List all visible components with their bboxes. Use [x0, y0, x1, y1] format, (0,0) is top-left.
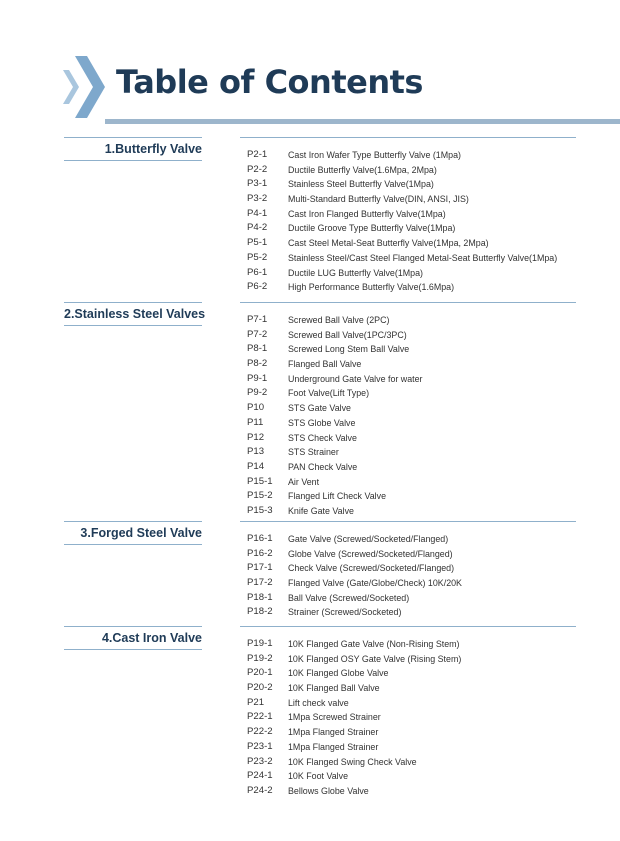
- page-code: P6-1: [247, 266, 268, 278]
- item-description: 10K Flanged Swing Check Valve: [288, 756, 417, 767]
- page-code: P6-2: [247, 281, 268, 293]
- list-item: [240, 605, 576, 620]
- page-code: P19-1: [247, 638, 273, 649]
- item-description: STS Globe Valve: [288, 417, 356, 428]
- section-title: 2.Stainless Steel Valves: [64, 307, 206, 321]
- page-code: P2-2: [247, 163, 268, 175]
- item-description: Knife Gate Valve: [288, 505, 354, 516]
- page-code: P3-1: [247, 178, 268, 190]
- list-item: [240, 652, 576, 667]
- section-title: 4.Cast Iron Valve: [101, 631, 202, 645]
- list-item: [240, 236, 576, 251]
- section-heading: [64, 626, 202, 650]
- list-item: [240, 504, 576, 519]
- page-code: P15-3: [247, 504, 273, 516]
- item-description: Globe Valve (Screwed/Socketed/Flanged): [288, 548, 453, 559]
- list-item: [240, 163, 576, 178]
- page-code: P4-1: [247, 207, 268, 219]
- page-code: P23-2: [247, 755, 273, 767]
- item-description: Check Valve (Screwed/Socketed/Flanged): [288, 563, 455, 574]
- list-rule: [240, 521, 576, 522]
- list-item: [240, 416, 576, 431]
- item-description: Multi-Standard Butterfly Valve(DIN, ANSI, JIS): [288, 194, 469, 205]
- item-description: 10K Foot Valve: [288, 771, 349, 782]
- list-item: [240, 386, 576, 401]
- page-code: P11: [247, 416, 264, 428]
- item-description: Screwed Ball Valve (2PC): [288, 315, 390, 325]
- item-description: 1Mpa Flanged Strainer: [288, 741, 379, 752]
- page-code: P12: [247, 431, 265, 443]
- list-item: [240, 328, 576, 343]
- section-heading: [64, 521, 202, 545]
- item-description: 10K Flanged OSY Gate Valve (Rising Stem): [288, 653, 462, 664]
- page-code: P15-1: [247, 475, 273, 487]
- list-item: [240, 207, 576, 222]
- item-description: Screwed Long Stem Ball Valve: [288, 344, 410, 355]
- list-item: [240, 576, 576, 591]
- item-description: Cast Iron Wafer Type Butterfly Valve (1Mpa): [288, 150, 461, 160]
- page-code: P19-2: [247, 652, 273, 664]
- page-code: P21: [247, 696, 265, 708]
- page-code: P9-2: [247, 387, 268, 399]
- item-description: Foot Valve(Lift Type): [288, 388, 370, 399]
- list-item: [240, 696, 576, 711]
- item-description: STS Gate Valve: [288, 403, 351, 414]
- chevron-right-icon: [63, 56, 107, 118]
- page-code: P18-2: [247, 606, 273, 618]
- section-item-list: [240, 521, 576, 620]
- page-code: P7-2: [247, 328, 268, 340]
- page-code: P15-2: [247, 490, 273, 502]
- list-item: [240, 755, 576, 770]
- item-description: 1Mpa Screwed Strainer: [288, 712, 381, 723]
- item-description: 1Mpa Flanged Strainer: [288, 727, 379, 738]
- section-item-list: [240, 302, 576, 519]
- list-item: [240, 221, 576, 236]
- page-code: P14: [247, 460, 265, 472]
- page-code: P4-2: [247, 222, 268, 234]
- item-description: Ductile Butterfly Valve(1.6Mpa, 2Mpa): [288, 164, 437, 175]
- list-item: [240, 148, 576, 163]
- list-rule: [240, 626, 576, 627]
- section-item-list: [240, 137, 576, 295]
- item-description: Gate Valve (Screwed/Socketed/Flanged): [288, 534, 449, 544]
- page-code: P17-1: [247, 562, 273, 574]
- item-description: 10K Flanged Ball Valve: [288, 683, 380, 694]
- page-code: P13: [247, 446, 265, 458]
- item-description: 10K Flanged Globe Valve: [288, 668, 389, 679]
- item-description: Lift check valve: [288, 697, 349, 708]
- section-heading-rule: [64, 649, 202, 650]
- list-item: [240, 489, 576, 504]
- item-description: Cast Iron Flanged Butterfly Valve(1Mpa): [288, 208, 446, 219]
- page-code: P2-1: [247, 149, 268, 160]
- item-description: Stainless Steel/Cast Steel Flanged Metal-Seat Butterfly Valve(1Mpa): [288, 252, 558, 263]
- item-description: Ball Valve (Screwed/Socketed): [288, 592, 410, 603]
- list-item: [240, 681, 576, 696]
- section-title: 1.Butterfly Valve: [104, 142, 202, 156]
- page-code: P20-2: [247, 682, 273, 694]
- list-item: [240, 666, 576, 681]
- list-item: [240, 769, 576, 784]
- item-description: Ductile Groove Type Butterfly Valve(1Mpa): [288, 223, 456, 234]
- list-rule: [240, 302, 576, 303]
- list-item: [240, 192, 576, 207]
- list-item: [240, 342, 576, 357]
- list-item: [240, 431, 576, 446]
- list-item: [240, 251, 576, 266]
- list-item: [240, 740, 576, 755]
- title-divider: [105, 119, 620, 124]
- page-title: Table of Contents: [116, 63, 423, 101]
- list-rule: [240, 137, 576, 138]
- page-code: P10: [247, 402, 265, 414]
- page-code: P5-2: [247, 251, 268, 263]
- list-item: [240, 313, 576, 328]
- list-item: [240, 475, 576, 490]
- list-item: [240, 591, 576, 606]
- page-code: P20-1: [247, 667, 273, 679]
- page-code: P22-2: [247, 726, 273, 738]
- list-item: [240, 547, 576, 562]
- list-item: [240, 725, 576, 740]
- item-description: STS Strainer: [288, 447, 339, 458]
- list-item: [240, 637, 576, 652]
- section-heading-rule: [64, 544, 202, 545]
- item-description: High Performance Butterfly Valve(1.6Mpa): [288, 282, 455, 293]
- section-heading-rule: [64, 160, 202, 161]
- section-heading: [64, 302, 206, 326]
- item-description: Strainer (Screwed/Socketed): [288, 607, 402, 618]
- item-description: STS Check Valve: [288, 432, 357, 443]
- page-code: P5-1: [247, 237, 268, 249]
- list-item: [240, 532, 576, 547]
- list-item: [240, 561, 576, 576]
- page-code: P24-1: [247, 770, 273, 782]
- page-code: P7-1: [247, 314, 268, 325]
- page-code: P8-1: [247, 343, 268, 355]
- page-code: P3-2: [247, 193, 268, 205]
- list-item: [240, 710, 576, 725]
- page-code: P16-2: [247, 547, 273, 559]
- page-code: P16-1: [247, 533, 273, 544]
- list-item: [240, 460, 576, 475]
- item-description: Stainless Steel Butterfly Valve(1Mpa): [288, 179, 434, 190]
- item-description: 10K Flanged Gate Valve (Non-Rising Stem): [288, 639, 460, 649]
- item-description: Flanged Valve (Gate/Globe/Check) 10K/20K: [288, 578, 462, 589]
- list-item: [240, 445, 576, 460]
- section-item-list: [240, 626, 576, 799]
- list-item: [240, 784, 576, 799]
- page-code: P9-1: [247, 372, 268, 384]
- item-description: Flanged Ball Valve: [288, 359, 362, 370]
- item-description: PAN Check Valve: [288, 461, 358, 472]
- item-description: Screwed Ball Valve(1PC/3PC): [288, 329, 407, 340]
- item-description: Underground Gate Valve for water: [288, 373, 423, 384]
- item-description: Bellows Globe Valve: [288, 785, 369, 796]
- section-heading: [64, 137, 202, 161]
- page-code: P23-1: [247, 740, 273, 752]
- item-description: Flanged Lift Check Valve: [288, 491, 387, 502]
- list-item: [240, 401, 576, 416]
- list-item: [240, 357, 576, 372]
- page-code: P24-2: [247, 784, 273, 796]
- section-title: 3.Forged Steel Valve: [80, 526, 202, 540]
- item-description: Air Vent: [288, 476, 320, 487]
- list-item: [240, 280, 576, 295]
- list-item: [240, 266, 576, 281]
- page-code: P22-1: [247, 711, 273, 723]
- list-item: [240, 372, 576, 387]
- page-code: P8-2: [247, 358, 268, 370]
- section-heading-rule: [64, 325, 202, 326]
- item-description: Cast Steel Metal-Seat Butterfly Valve(1Mpa, 2Mpa): [288, 238, 489, 249]
- page-code: P17-2: [247, 577, 273, 589]
- item-description: Ductile LUG Butterfly Valve(1Mpa): [288, 267, 423, 278]
- page-code: P18-1: [247, 591, 273, 603]
- list-item: [240, 177, 576, 192]
